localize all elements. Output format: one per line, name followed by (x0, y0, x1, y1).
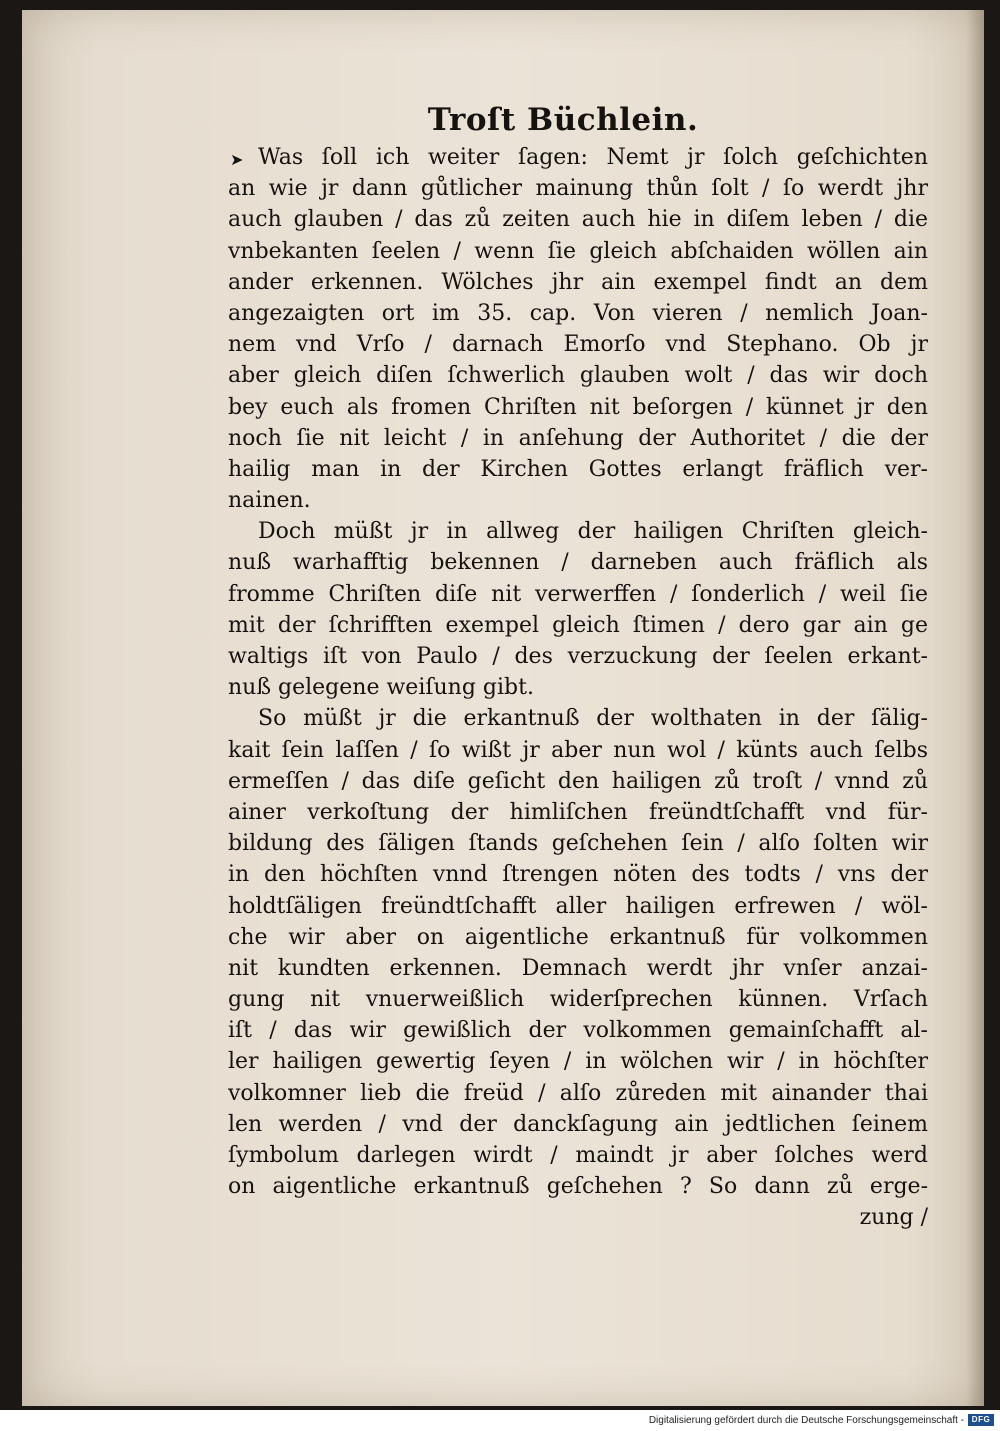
text-line: Was ſoll ich weiter ſagen: Nemt jr ſolch geſchichten (258, 145, 928, 170)
text-line: ander erkennen. Wölches jhr ain exempel findt an dem (228, 269, 928, 295)
text-line: nainen. (228, 488, 311, 514)
text-line: nem vnd Vrſo / darnach Emorſo vnd Stephano. Ob jr (228, 332, 928, 358)
text-line: in den höchſten vnnd ſtrengen nöten des todts / vns der (228, 862, 928, 888)
text-line: waltigs iſt von Paulo / des verzuckung der ſeelen erkant- (228, 644, 928, 669)
text-line: che wir aber on aigentliche erkantnuß für volkommen (228, 924, 928, 950)
text-line: kait ſein laſſen / ſo wißt jr aber nun wol / künts auch ſelbs (228, 737, 928, 763)
text-line: auch glauben / das zů zeiten auch hie in diſem leben / die (228, 207, 928, 233)
running-head: Troſt Büchlein. (427, 102, 699, 138)
text-line: vnbekanten ſeelen / wenn ſie gleich abſchaiden wöllen ain (228, 238, 928, 264)
catchword: zung / (859, 1205, 928, 1231)
text-line: mit der ſchrifften exempel gleich ſtimen / dero gar ain ge (228, 612, 928, 638)
text-line: aber gleich diſen ſchwerlich glauben wolt / das wir doch (228, 363, 928, 389)
text-line: bildung des ſäligen ſtands geſchehen ſein / alſo ſolten wir (228, 831, 928, 857)
funding-credit: Digitalisierung gefördert durch die Deutsche Forschungsgemeinschaft - (648, 1415, 964, 1426)
text-line: bey euch als fromen Chriſten nit beſorgen / künnet jr den (228, 394, 928, 420)
text-line: ermeſſen / das diſe geſicht den hailigen zů troſt / vnnd zů (228, 768, 928, 794)
text-line: len werden / vnd der danckſagung ain jedtlichen ſeinem (228, 1111, 928, 1137)
body-text (228, 142, 928, 1234)
footer-bar (0, 1410, 1000, 1431)
text-line: volkomner lieb die freüd / alſo zůreden mit ainander thai (228, 1080, 928, 1106)
text-line: on aigentliche erkantnuß geſchehen ? So dann zů erge- (228, 1174, 928, 1200)
text-line: iſt / das wir gewißlich der volkommen gemainſchafft al- (228, 1018, 928, 1044)
text-line: holdtſäligen freündtſchafft aller hailigen erfrewen / wöl- (228, 893, 928, 919)
text-line: nit kundten erkennen. Demnach werdt jhr vnſer anzai- (228, 955, 928, 981)
text-line: angezaigten ort im 35. cap. Von vieren / nemlich Joan- (228, 300, 928, 326)
text-line: nuß warhafftig bekennen / darneben auch fräflich als (228, 550, 928, 576)
page-edge-shadow (966, 10, 984, 1406)
paragraph-marker-icon: ➤ (230, 150, 244, 169)
text-line: an wie jr dann gůtlicher mainung thůn ſolt / ſo werdt jhr (228, 176, 928, 202)
text-line: Doch müßt jr in allweg der hailigen Chriſten gleich- (258, 519, 928, 545)
text-line: ſymbolum darlegen wirdt / maindt jr aber ſolches werd (228, 1143, 928, 1168)
text-line: gung nit vnuerweißlich widerſprechen künnen. Vrſach (228, 987, 928, 1013)
text-line: noch ſie nit leicht / in anſehung der Authoritet / die der (228, 425, 928, 451)
text-line: ler hailigen gewertig ſeyen / in wölchen wir / in höchſter (228, 1049, 928, 1075)
text-line: nuß gelegene weiſung gibt. (228, 675, 534, 701)
text-line: So müßt jr die erkantnuß der wolthaten in der ſälig- (258, 706, 928, 732)
text-line: fromme Chriſten diſe nit verwerffen / ſonderlich / weil ſie (228, 581, 928, 607)
dfg-logo: DFG (968, 1414, 994, 1426)
text-line: hailig man in der Kirchen Gottes erlangt fräflich ver- (228, 456, 928, 482)
text-line: ainer verkoſtung der himliſchen freündtſchafft vnd für- (228, 799, 928, 825)
